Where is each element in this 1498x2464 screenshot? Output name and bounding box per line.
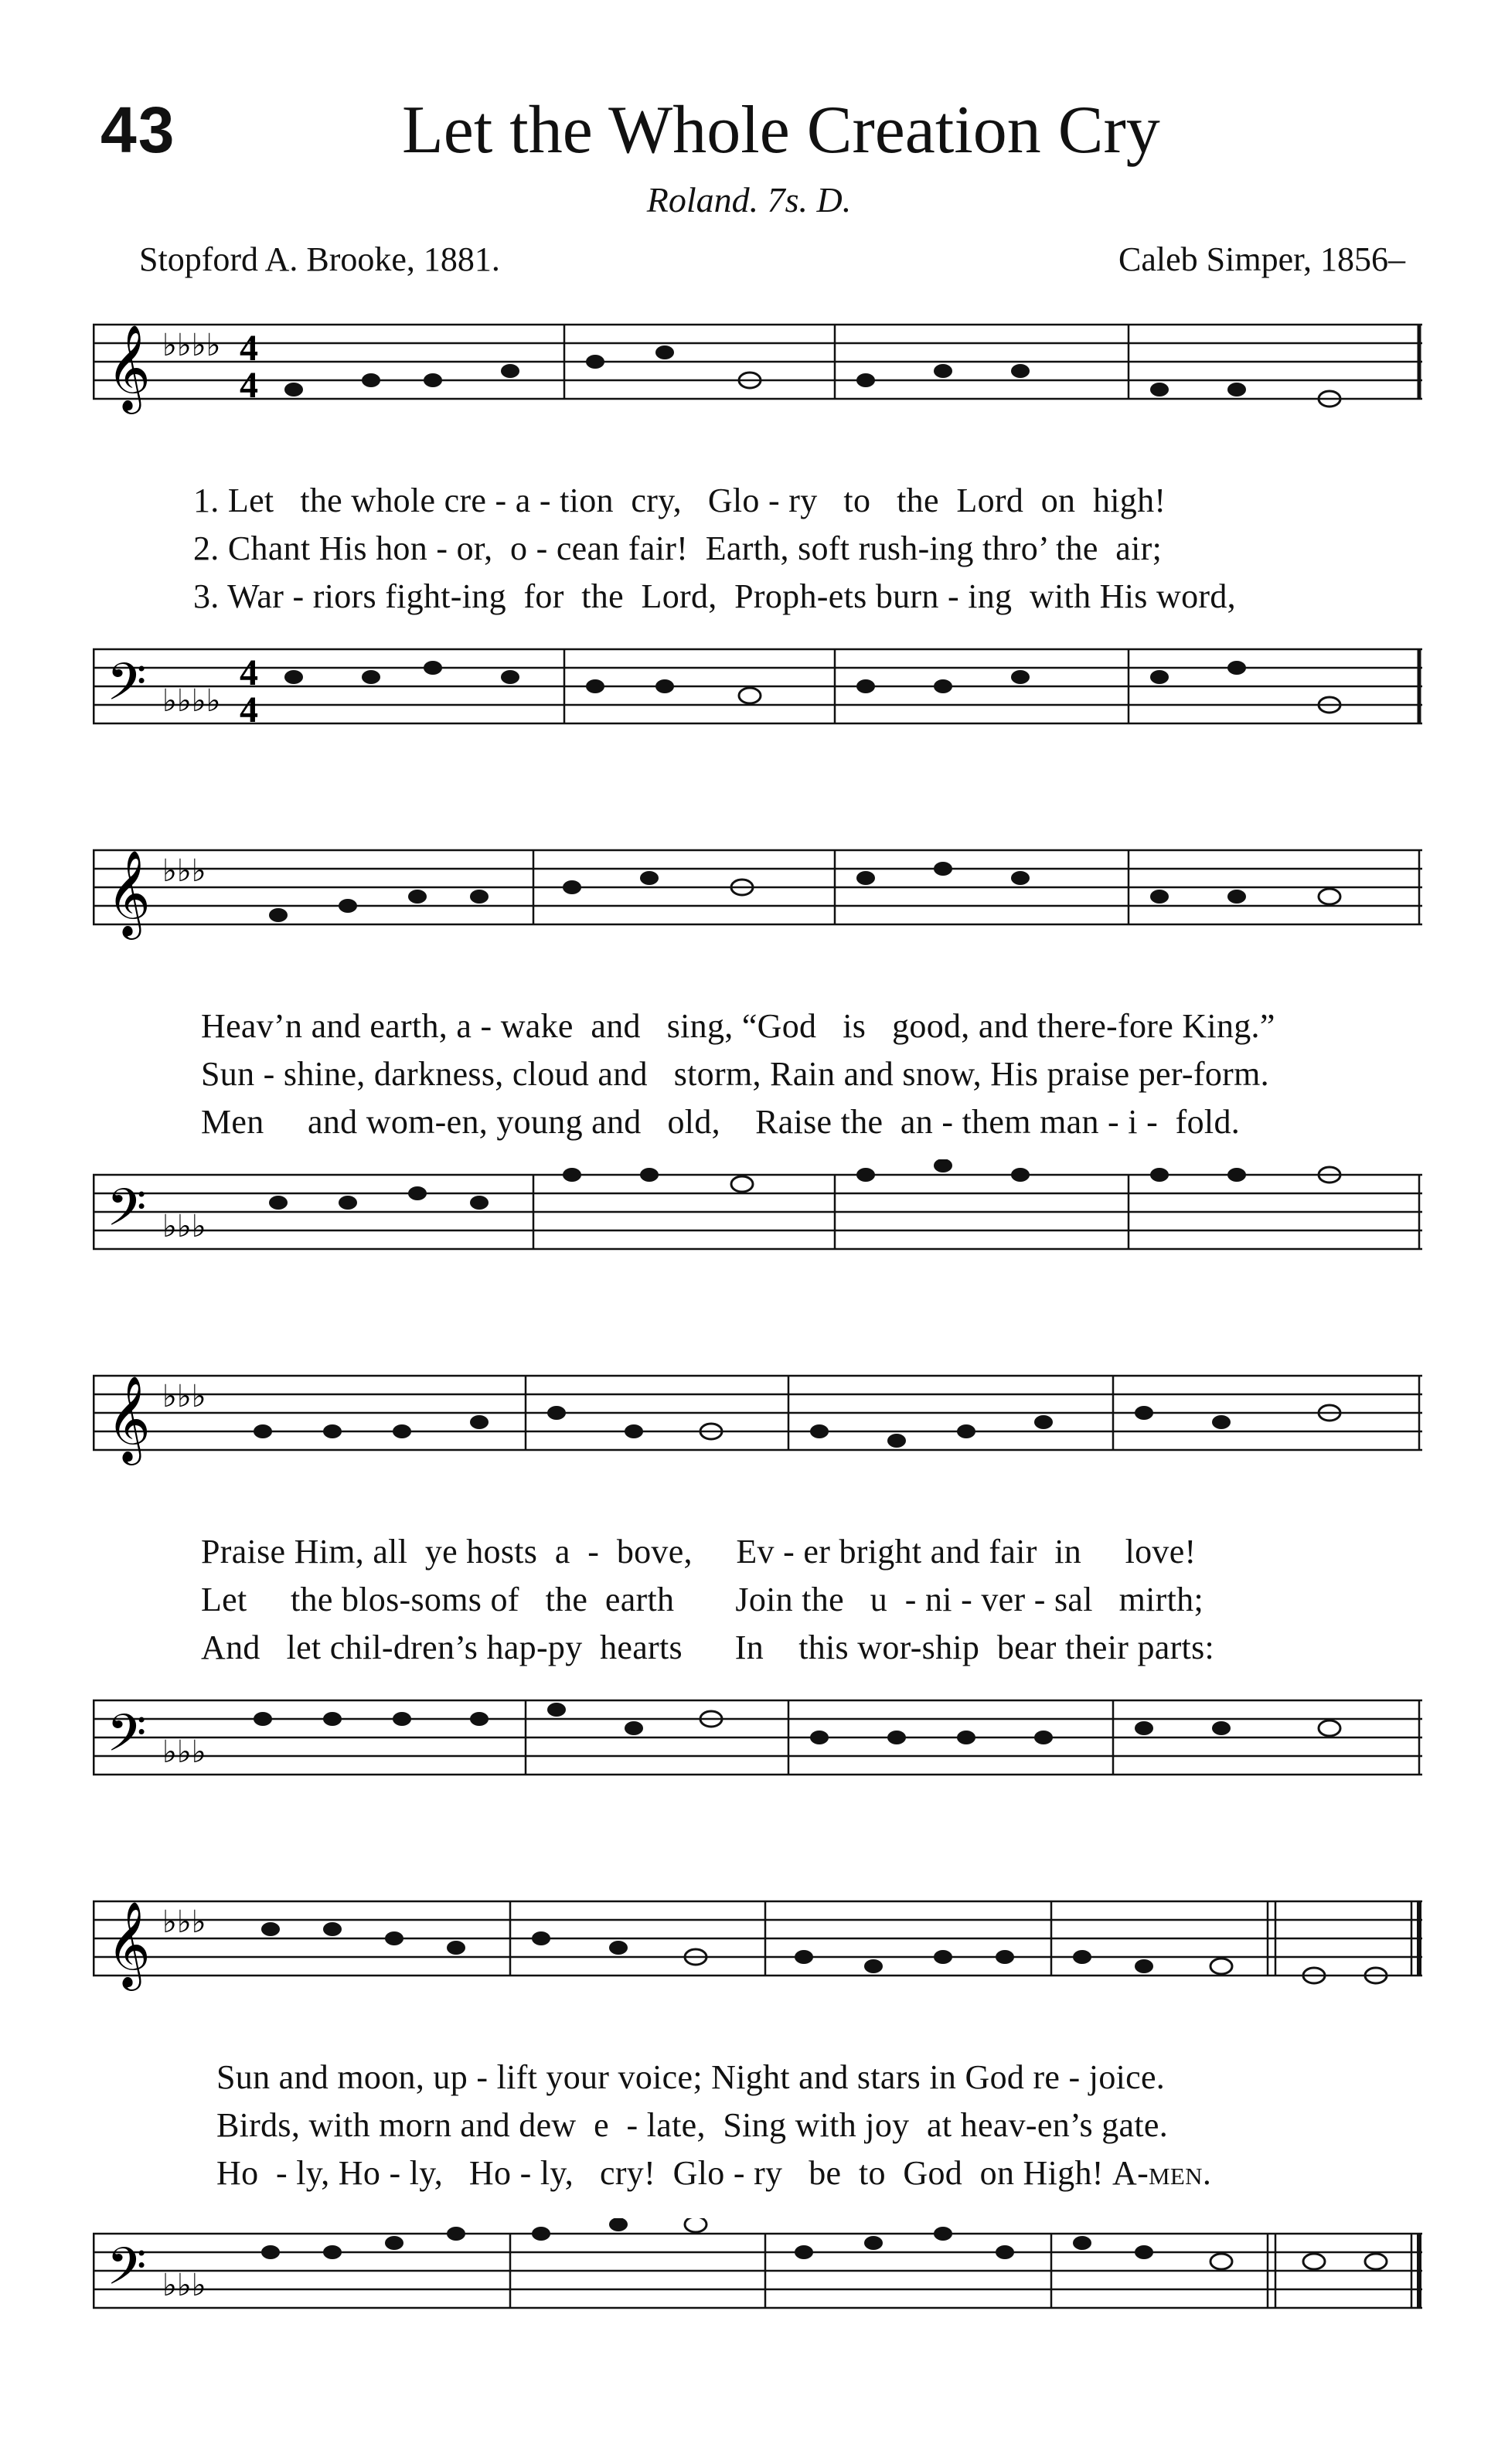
lyric-verse-2: Let the blos-soms of the earth Join the u - ni - ver - sal mirth; xyxy=(201,1581,1204,1618)
lyric-verse-1: Heav’n and earth, a - wake and sing, “God is good, and there-fore King.” xyxy=(201,1007,1275,1045)
hymn-number: 43 xyxy=(100,94,176,166)
svg-text:♭♭♭: ♭♭♭ xyxy=(162,1904,206,1940)
svg-text:𝄢: 𝄢 xyxy=(107,1178,147,1250)
treble-staff xyxy=(93,1360,1422,1515)
svg-text:𝄞: 𝄞 xyxy=(107,324,151,410)
lyric-verse-3 xyxy=(216,2153,1498,2193)
lyric-verse-3: And let chil-dren’s hap-py hearts In this wor-ship bear their parts: xyxy=(201,1628,1215,1666)
svg-text:𝄞: 𝄞 xyxy=(107,1375,151,1462)
svg-text:♭♭♭: ♭♭♭ xyxy=(162,1209,206,1244)
bass-staff xyxy=(93,1159,1422,1314)
treble-staff xyxy=(93,309,1422,464)
svg-text:♭♭♭: ♭♭♭ xyxy=(162,853,206,889)
bass-staff xyxy=(93,1685,1422,1839)
lyric-verse-2: 2. Chant His hon - or, o - cean fair! Earth, soft rush-ing thro’ the air; xyxy=(193,529,1163,567)
lyric-verse-2: Birds, with morn and dew e - late, Sing with joy at heav-en’s gate. xyxy=(216,2106,1169,2144)
svg-text:♭♭♭: ♭♭♭ xyxy=(162,1734,206,1770)
bass-staff xyxy=(93,2218,1422,2373)
svg-text:𝄞: 𝄞 xyxy=(107,849,151,936)
svg-text:♭♭♭: ♭♭♭ xyxy=(162,2268,206,2303)
treble-staff xyxy=(93,1886,1422,2040)
lyric-verse-3-text: Ho - ly, Ho - ly, Ho - ly, cry! Glo - ry be to God on High! xyxy=(216,2154,1104,2192)
svg-text:𝄢: 𝄢 xyxy=(107,1703,147,1775)
tune-name: Roland. 7s. D. xyxy=(646,180,852,220)
svg-text:𝄞: 𝄞 xyxy=(107,1901,151,1987)
music-system-2 xyxy=(93,835,1422,1314)
svg-text:4: 4 xyxy=(240,689,258,730)
svg-text:♭♭♭♭: ♭♭♭♭ xyxy=(162,683,221,719)
svg-text:4: 4 xyxy=(240,652,258,693)
music-system-1 xyxy=(93,309,1422,788)
hymn-title: Let the Whole Creation Cry xyxy=(402,93,1160,168)
composer-credit: Caleb Simper, 1856– xyxy=(1118,240,1405,278)
treble-staff xyxy=(93,835,1422,989)
amen-text: A-men. xyxy=(1112,2154,1212,2192)
svg-text:♭♭♭♭: ♭♭♭♭ xyxy=(162,328,221,363)
lyric-verse-1: Praise Him, all ye hosts a - bove, Ev - er bright and fair in love! xyxy=(201,1533,1197,1571)
svg-text:𝄢: 𝄢 xyxy=(107,2237,147,2309)
svg-text:𝄢: 𝄢 xyxy=(107,652,147,724)
svg-text:♭♭♭: ♭♭♭ xyxy=(162,1379,206,1414)
svg-text:4: 4 xyxy=(240,365,258,406)
author-credit: Stopford A. Brooke, 1881. xyxy=(139,240,500,278)
lyric-verse-3: 3. War - riors fight-ing for the Lord, Proph-ets burn - ing with His word, xyxy=(193,577,1236,615)
lyric-verse-1: Sun and moon, up - lift your voice; Night and stars in God re - joice. xyxy=(216,2058,1166,2096)
music-system-3 xyxy=(93,1360,1422,1839)
bass-staff xyxy=(93,634,1422,788)
music-system-4 xyxy=(93,1886,1422,2381)
svg-text:4: 4 xyxy=(240,328,258,369)
lyric-verse-2: Sun - shine, darkness, cloud and storm, Rain and snow, His praise per-form. xyxy=(201,1055,1269,1093)
lyric-verse-1: 1. Let the whole cre - a - tion cry, Glo - ry to the Lord on high! xyxy=(193,482,1166,519)
lyric-verse-3: Men and wom-en, young and old, Raise the an - them man - i - fold. xyxy=(201,1103,1241,1141)
